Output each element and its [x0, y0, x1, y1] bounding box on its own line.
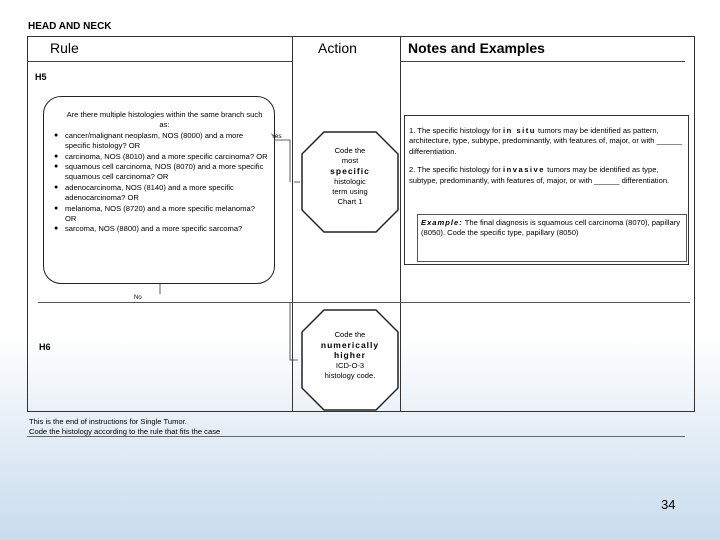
action-line: histology code.	[324, 370, 376, 380]
question-text: Are there multiple histologies within the same branch such as:	[66, 110, 263, 130]
action-text-h5	[305, 146, 395, 207]
action-line: term using	[332, 186, 368, 196]
list-item: ● squamous cell carcinoma, NOS (8070) and a more specific squamous cell carcinoma? OR	[53, 162, 268, 183]
action-line: Code the	[334, 330, 366, 339]
list-item: ● carcinoma, NOS (8010) and a more specific carcinoma? OR	[53, 152, 268, 162]
note-1	[409, 126, 687, 157]
note-text: 1. The specific histology for	[409, 126, 501, 135]
rule-label-h5: H5	[35, 72, 47, 82]
section-title: HEAD AND NECK	[28, 21, 112, 32]
note-2	[409, 165, 687, 186]
footer-line: This is the end of instructions for Single Tumor.	[29, 417, 187, 426]
list-item: ● adenocarcinoma, NOS (8140) and a more specific adenocarcinoma? OR	[53, 183, 268, 204]
notes-column-header: Notes and Examples	[408, 40, 545, 56]
note-text: tumors may be identified as type, subtype, predominantly, with features of, major, or with ______ differentiation.	[409, 165, 670, 185]
footer-line: Code the histology according to the rule that fits the case	[29, 427, 221, 436]
footer-rule	[27, 436, 685, 437]
yes-label: Yes	[271, 133, 282, 140]
rule-column-header: Rule	[50, 40, 79, 56]
action-emphasis: specific	[330, 166, 370, 177]
note-emphasis: in situ	[503, 126, 536, 135]
list-item: ● sarcoma, NOS (8800) and a more specific sarcoma?	[53, 224, 268, 234]
action-emphasis: higher	[334, 350, 366, 361]
rule-label-h6: H6	[39, 342, 51, 352]
note-text: tumors may be identified as pattern, architecture, type, subtype, predominantly, with features of, major, or with ______ differentiation.	[409, 126, 682, 156]
action-line: Code the	[334, 146, 366, 155]
action-text-h6	[305, 330, 395, 381]
notes-text-h5	[409, 126, 687, 194]
list-item: ● cancer/malignant neoplasm, NOS (8000) and a more specific histology? OR	[53, 131, 268, 152]
no-arrow	[290, 302, 298, 360]
footer-note	[29, 417, 220, 437]
no-label: No	[134, 295, 142, 301]
example-body: The final diagnosis is squamous cell carcinoma (8070), papillary (8050). Code the specific type, papillary (8050)	[421, 218, 681, 238]
action-line: most	[341, 156, 359, 166]
action-line: Chart 1	[337, 197, 363, 207]
page-number: 34	[661, 497, 676, 512]
action-emphasis: numerically	[320, 340, 380, 351]
action-column-header: Action	[318, 40, 357, 56]
note-text: 2. The specific histology for	[409, 165, 501, 175]
note-emphasis: invasive	[503, 165, 545, 175]
action-line: histologic	[334, 176, 366, 186]
list-item: ● melanoma, NOS (8720) and a more specific melanoma? OR	[53, 204, 268, 225]
action-line: ICD-O-3	[335, 360, 365, 370]
example-label: Example:	[421, 218, 463, 227]
yes-connector	[274, 140, 290, 182]
example-text	[421, 218, 685, 239]
